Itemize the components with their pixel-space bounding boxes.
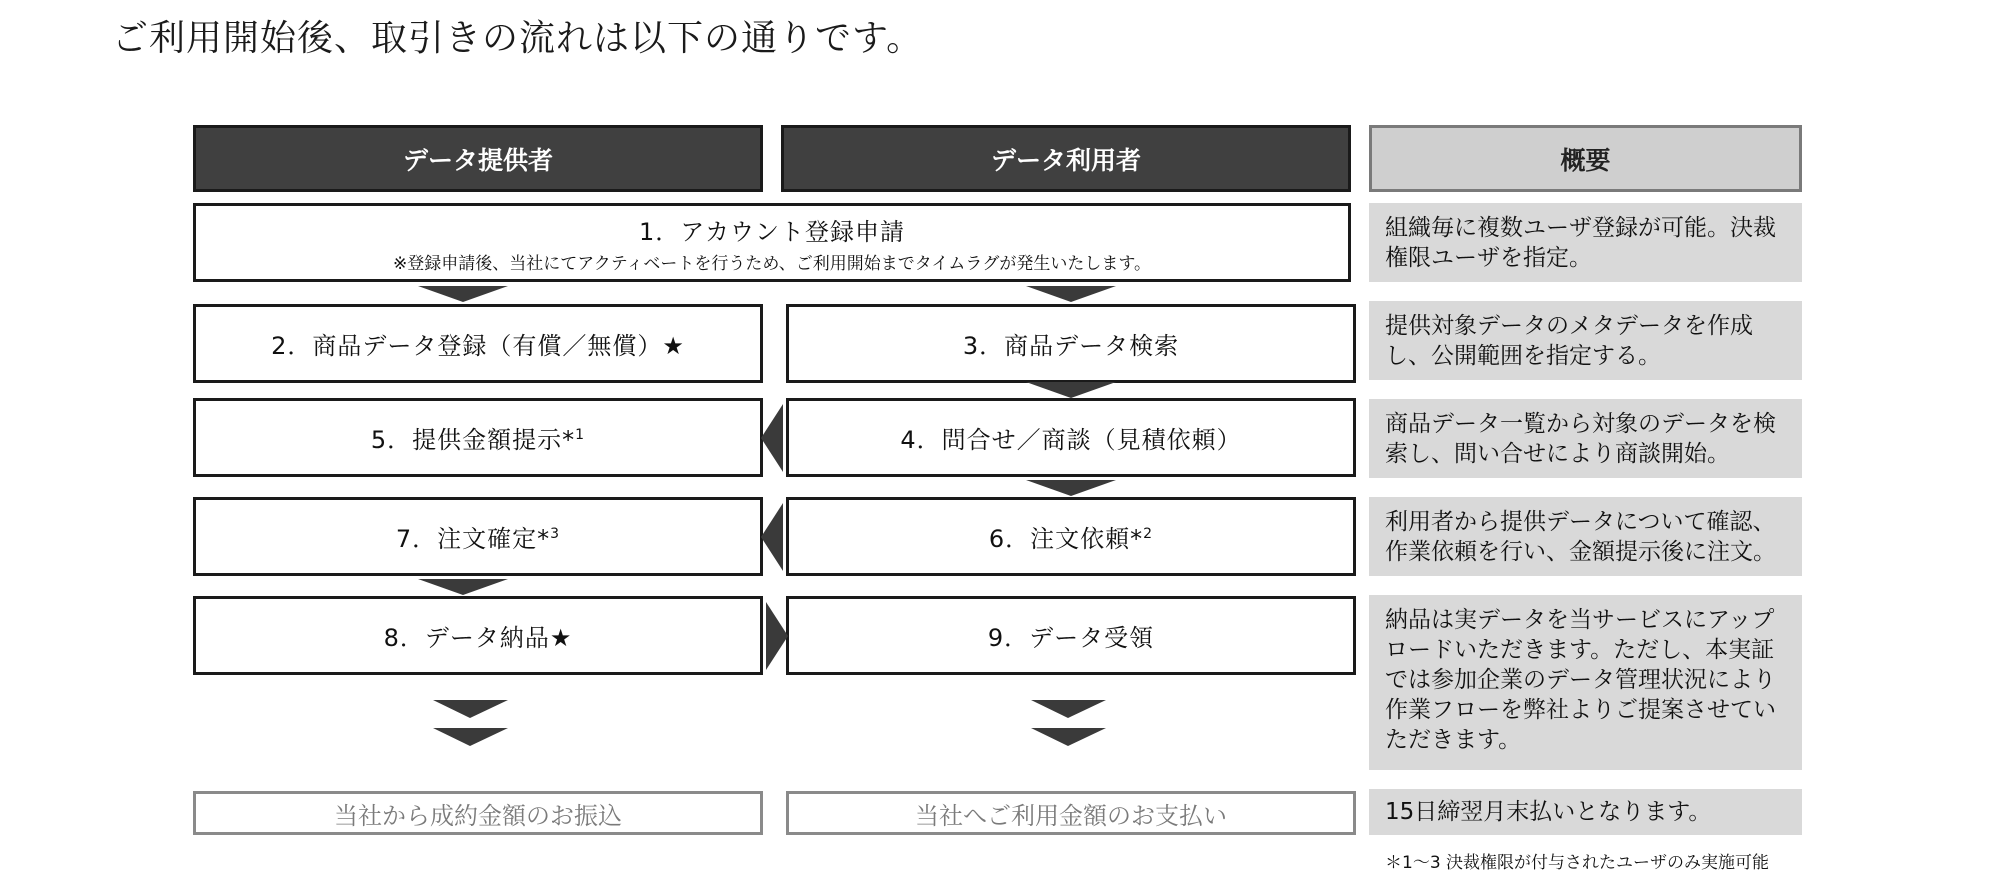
down-arrow-icon (418, 286, 508, 302)
step-1-label: 1．アカウント登録申請 (638, 217, 906, 246)
step-7-label: 7．注文確定*$^3$ (395, 525, 561, 553)
left-arrow-icon (761, 503, 783, 571)
step-5-label: 5．提供金額提示*$^1$ (370, 426, 586, 454)
down-arrow-icon (1026, 286, 1116, 302)
summary-4: 利用者から提供データについて確認、作業依頼を行い、金額提示後に注文。 (1369, 497, 1802, 576)
step-8-label: 8．データ納品★ (383, 624, 573, 652)
summary-6: 15日締翌月末払いとなります。 (1369, 789, 1802, 835)
payment-provider-box: 当社から成約金額のお振込 (193, 791, 763, 835)
footnote: ＊1～3 決裁権限が付与されたユーザのみ実施可能 (1385, 853, 1770, 873)
down-arrow-icon (1026, 480, 1116, 496)
summary-1: 組織毎に複数ユーザ登録が可能。決裁権限ユーザを指定。 (1369, 203, 1802, 282)
double-down-arrow-icon (433, 728, 508, 746)
double-down-arrow-icon (433, 700, 508, 718)
double-down-arrow-icon (1031, 700, 1106, 718)
step-1-note: ※登録申請後、当社にてアクティベートを行うため、ご利用開始までタイムラグが発生いたします。 (393, 253, 1151, 274)
summary-5: 納品は実データを当サービスにアップロードいただきます。ただし、本実証では参加企業のデータ管理状況により作業フローを弊社よりご提案させていただきます。 (1369, 595, 1802, 770)
left-arrow-icon (761, 404, 783, 472)
step-2-label: 2．商品データ登録（有償／無償）★ (271, 332, 685, 360)
double-down-arrow-icon (1031, 728, 1106, 746)
down-arrow-icon (1026, 382, 1116, 398)
payment-user-box: 当社へご利用金額のお支払い (786, 791, 1356, 835)
step-6-label: 6．注文依頼*$^2$ (988, 525, 1154, 553)
summary-2: 提供対象データのメタデータを作成し、公開範囲を指定する。 (1369, 301, 1802, 380)
header-user: データ利用者 (781, 125, 1351, 192)
down-arrow-icon (418, 579, 508, 595)
step-9-label: 9．データ受領 (987, 624, 1155, 652)
header-summary: 概要 (1369, 125, 1802, 192)
page-title: ご利用開始後、取引きの流れは以下の通りです。 (112, 18, 924, 59)
step-3-label: 3．商品データ検索 (962, 332, 1180, 360)
right-arrow-icon (766, 602, 788, 670)
step-4-label: 4．問合せ／商談（見積依頼） (900, 426, 1242, 454)
summary-3: 商品データ一覧から対象のデータを検索し、問い合せにより商談開始。 (1369, 399, 1802, 478)
header-provider: データ提供者 (193, 125, 763, 192)
